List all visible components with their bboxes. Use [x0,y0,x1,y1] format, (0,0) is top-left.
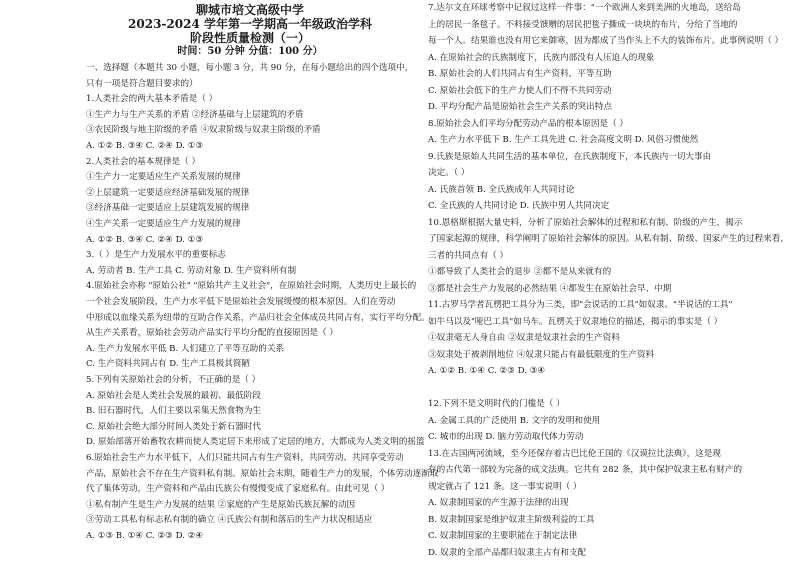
text-line: 3.（ ）是生产力发展水平的重要标志 [86,250,226,261]
text-line: 决定。（ ） [428,168,470,178]
text-line: ①奴隶毫无人身自由 ②奴隶是奴隶社会的生产资料 [428,333,620,343]
text-line: ③奴隶处于被剥削地位 ④奴隶只能占有最低限度的生产资料 [428,349,655,360]
text-line: 5.下列有关原始社会的分析，不正确的是（ ） [86,375,261,385]
exam-stage: 阶段性质量检测（一） [189,31,310,45]
text-line: A. ①② B. ①④ C. ②③ D. ③④ [428,366,546,376]
school-name: 聊城市培文高级中学 [195,3,304,17]
text-line: A. ①② B. ③④ C. ②④ D. ①③ [86,234,204,245]
text-line: 只有一项是符合题目要求的） [86,78,198,89]
exam-meta: 时间：50 分钟 分值：100 分） [177,46,323,57]
text-line: ③农民阶级与地主阶级的矛盾 ④奴隶阶级与奴隶主阶级的矛盾 [86,125,321,136]
text-line: A. ①② B. ③④ C. ②④ D. ①③ [86,141,204,151]
text-line: A. 奴隶制国家的产生源于法律的出现 [428,498,569,508]
text-line: 10.恩格斯根据大量史料，分析了原始社会解体的过程和私有制、阶级的产生，揭示 [428,217,743,228]
text-line: 产品，原始社会不存在生产资料私有制。原始社会末期，随着生产力的发展，个体劳动逐渐取 [86,468,439,479]
text-line: 8.原始社会人们平均分配劳动产品的根本原因是（ ） [428,118,628,129]
text-line: 一个社会发展阶段，生产力水平低下是原始社会发展缓慢的根本原因。人们在劳动 [86,297,396,307]
text-line: ①生产力一定要适应生产关系发展的规律 [86,172,241,183]
text-line: ①生产力与生产关系的矛盾 ②经济基础与上层建筑的矛盾 [86,109,304,120]
text-line: A. 原始社会是人类社会发展的最初、最低阶段 [86,390,261,401]
text-line: ①私有制产生是生产力发展的结果 ②家庭的产生是原始氏族瓦解的动因 [86,499,356,510]
text-line: 中形成以血缘关系为纽带的互助合作关系，产品归社会全体成员共同占有，实行平均分配。 [86,312,430,323]
text-line: 规定就占了 121 条。这一事实说明（ ） [428,481,582,492]
text-line: D. 原始部落开始畜牧农耕而使人类定居下来形成了定居的地方，大都成为人类文明的摇篮 [86,437,425,448]
text-line: A. 金属工具的广泛使用 B. 文字的发明和使用 [428,415,601,426]
text-line: C. 原始社会绝大部分时间人类处于新石器时代 [86,421,262,432]
text-line: C. 城市的出现 D. 脑力劳动取代体力劳动 [428,432,584,442]
text-line: A. 生产力发展水平低 B. 人们建立了平等互助的关系 [86,343,285,354]
text-line: 4.原始社会亦称 "原始公社" "原始共产主义社会"，在原始社会时期，人类历史上最长的 [86,281,417,292]
text-line: 从生产关系看，原始社会劳动产品实行平均分配的直接原因是（ ） [86,328,338,339]
text-line: B. 原始社会的人们共同占有生产资料，平等互助 [428,69,612,79]
text-line: A. 生产力水平低下 B. 生产工具先进 C. 社会高度文明 D. 风俗习惯使然 [428,135,699,145]
text-line: D. 奴隶的全部产品都归奴隶主占有和支配 [428,547,587,558]
text-line: C. 全氏族的人共同讨论 D. 氏族中男人共同决定 [428,201,610,211]
text-line: A. 在原始社会的氏族制度下，氏族内部没有人压迫人的现象 [428,52,655,63]
text-line: 如牛马以及"哑巴工具"如马车。瓦楞关于奴隶地位的描述，揭示的事实是（ ） [428,316,723,327]
text-line: D. 平均分配产品是原始社会生产关系的突出特点 [428,102,612,112]
text-line: ③劳动工具私有标志私有制的确立 ④氏族公有制和落后的生产力状况相适应 [86,515,373,526]
text-line: C. 生产资料共同占有 D. 生产工具极其简陋 [86,359,251,370]
text-line: 三者的共同点有（ ） [428,250,509,261]
page-header [86,3,414,59]
text-line: A. ①③ B. ①④ C. ②③ D. ②④ [86,531,204,541]
text-line: A. 氏族首领 B. 全氏族成年人共同讨论 [428,184,575,195]
text-line: B. 旧石器时代，人们主要以采集天然食物为生 [86,406,262,417]
text-line: 代了集体劳动，生产资料和产品由氏族公有慢慢变成了家庭私有。由此可见（ ） [86,484,390,495]
text-line: 每一个人。结果谁也没有用它来御寒，因为都成了当作头上不大的装饰布片。此事例说明（ ） [428,36,784,46]
exam-title: 2023-2024 学年第一学期高一年级政治学科 [128,17,372,31]
text-line: A. 劳动者 B. 生产工具 C. 劳动对象 D. 生产资料所有制 [86,265,297,276]
text-line: 11.古罗马学者瓦楞把工具分为三类，即"会说话的工具"如奴隶、"半说话的工具" [428,300,733,310]
text-line: 7.达尔文在环球考察中记叙过这样一件事："一个欧洲人来到美洲的火地岛，送给岛 [428,3,741,13]
text-line: ①都导致了人类社会的退步 ②都不是从来就有的 [428,267,612,277]
text-line: ②上层建筑一定要适应经济基础发展的规律 [86,187,250,198]
text-line: B. 奴隶制国家是维护奴隶主阶级利益的工具 [428,514,595,525]
text-line: ④生产关系一定要适应生产力发展的规律 [86,219,241,229]
text-line: 1.人类社会的两大基本矛盾是（ ） [86,94,218,105]
text-line: 13.在古国两河流域，至今还保存着古巴比伦王国的《汉谟拉比法典》，这是现 [428,448,721,459]
text-line: 9.氏族是原始人共同生活的基本单位，在氏族制度下，本氏族内一切大事由 [428,151,712,162]
text-line: ③都是社会生产力发展的必然结果 ④都发生在原始社会早、中期 [428,283,672,294]
text-line: 一、选择题（本题共 30 小题，每小题 3 分，共 90 分，在每小题给出的四个选项中， [86,63,414,73]
text-line: ③经济基础一定要适应上层建筑发展的规律 [86,203,250,214]
text-line: 上的居民一条毯子。不料接受馈赠的居民把毯子撕成一块块的布片，分给了当地的 [428,19,738,30]
text-line: 存的古代第一部较为完备的成文法典。它共有 282 条，其中保护奴隶主私有财产的 [428,465,743,475]
text-line: 了国家起源的规律，科学阐明了原始社会解体的原因。从私有制、阶级、国家产生的过程来看， [428,234,789,244]
text-line: 6.原始社会生产力水平低下，人们只能共同占有生产资料，共同劳动、共同享受劳动 [86,453,404,463]
text-line: C. 奴隶制国家的主要职能在于制定法律 [428,531,578,541]
text-line: 12.下列不是文明时代的门槛是（ ） [428,399,565,409]
text-line: C. 原始社会低下的生产力使人们不得不共同劳动 [428,85,612,96]
text-line: 2.人类社会的基本规律是（ ） [86,156,201,167]
